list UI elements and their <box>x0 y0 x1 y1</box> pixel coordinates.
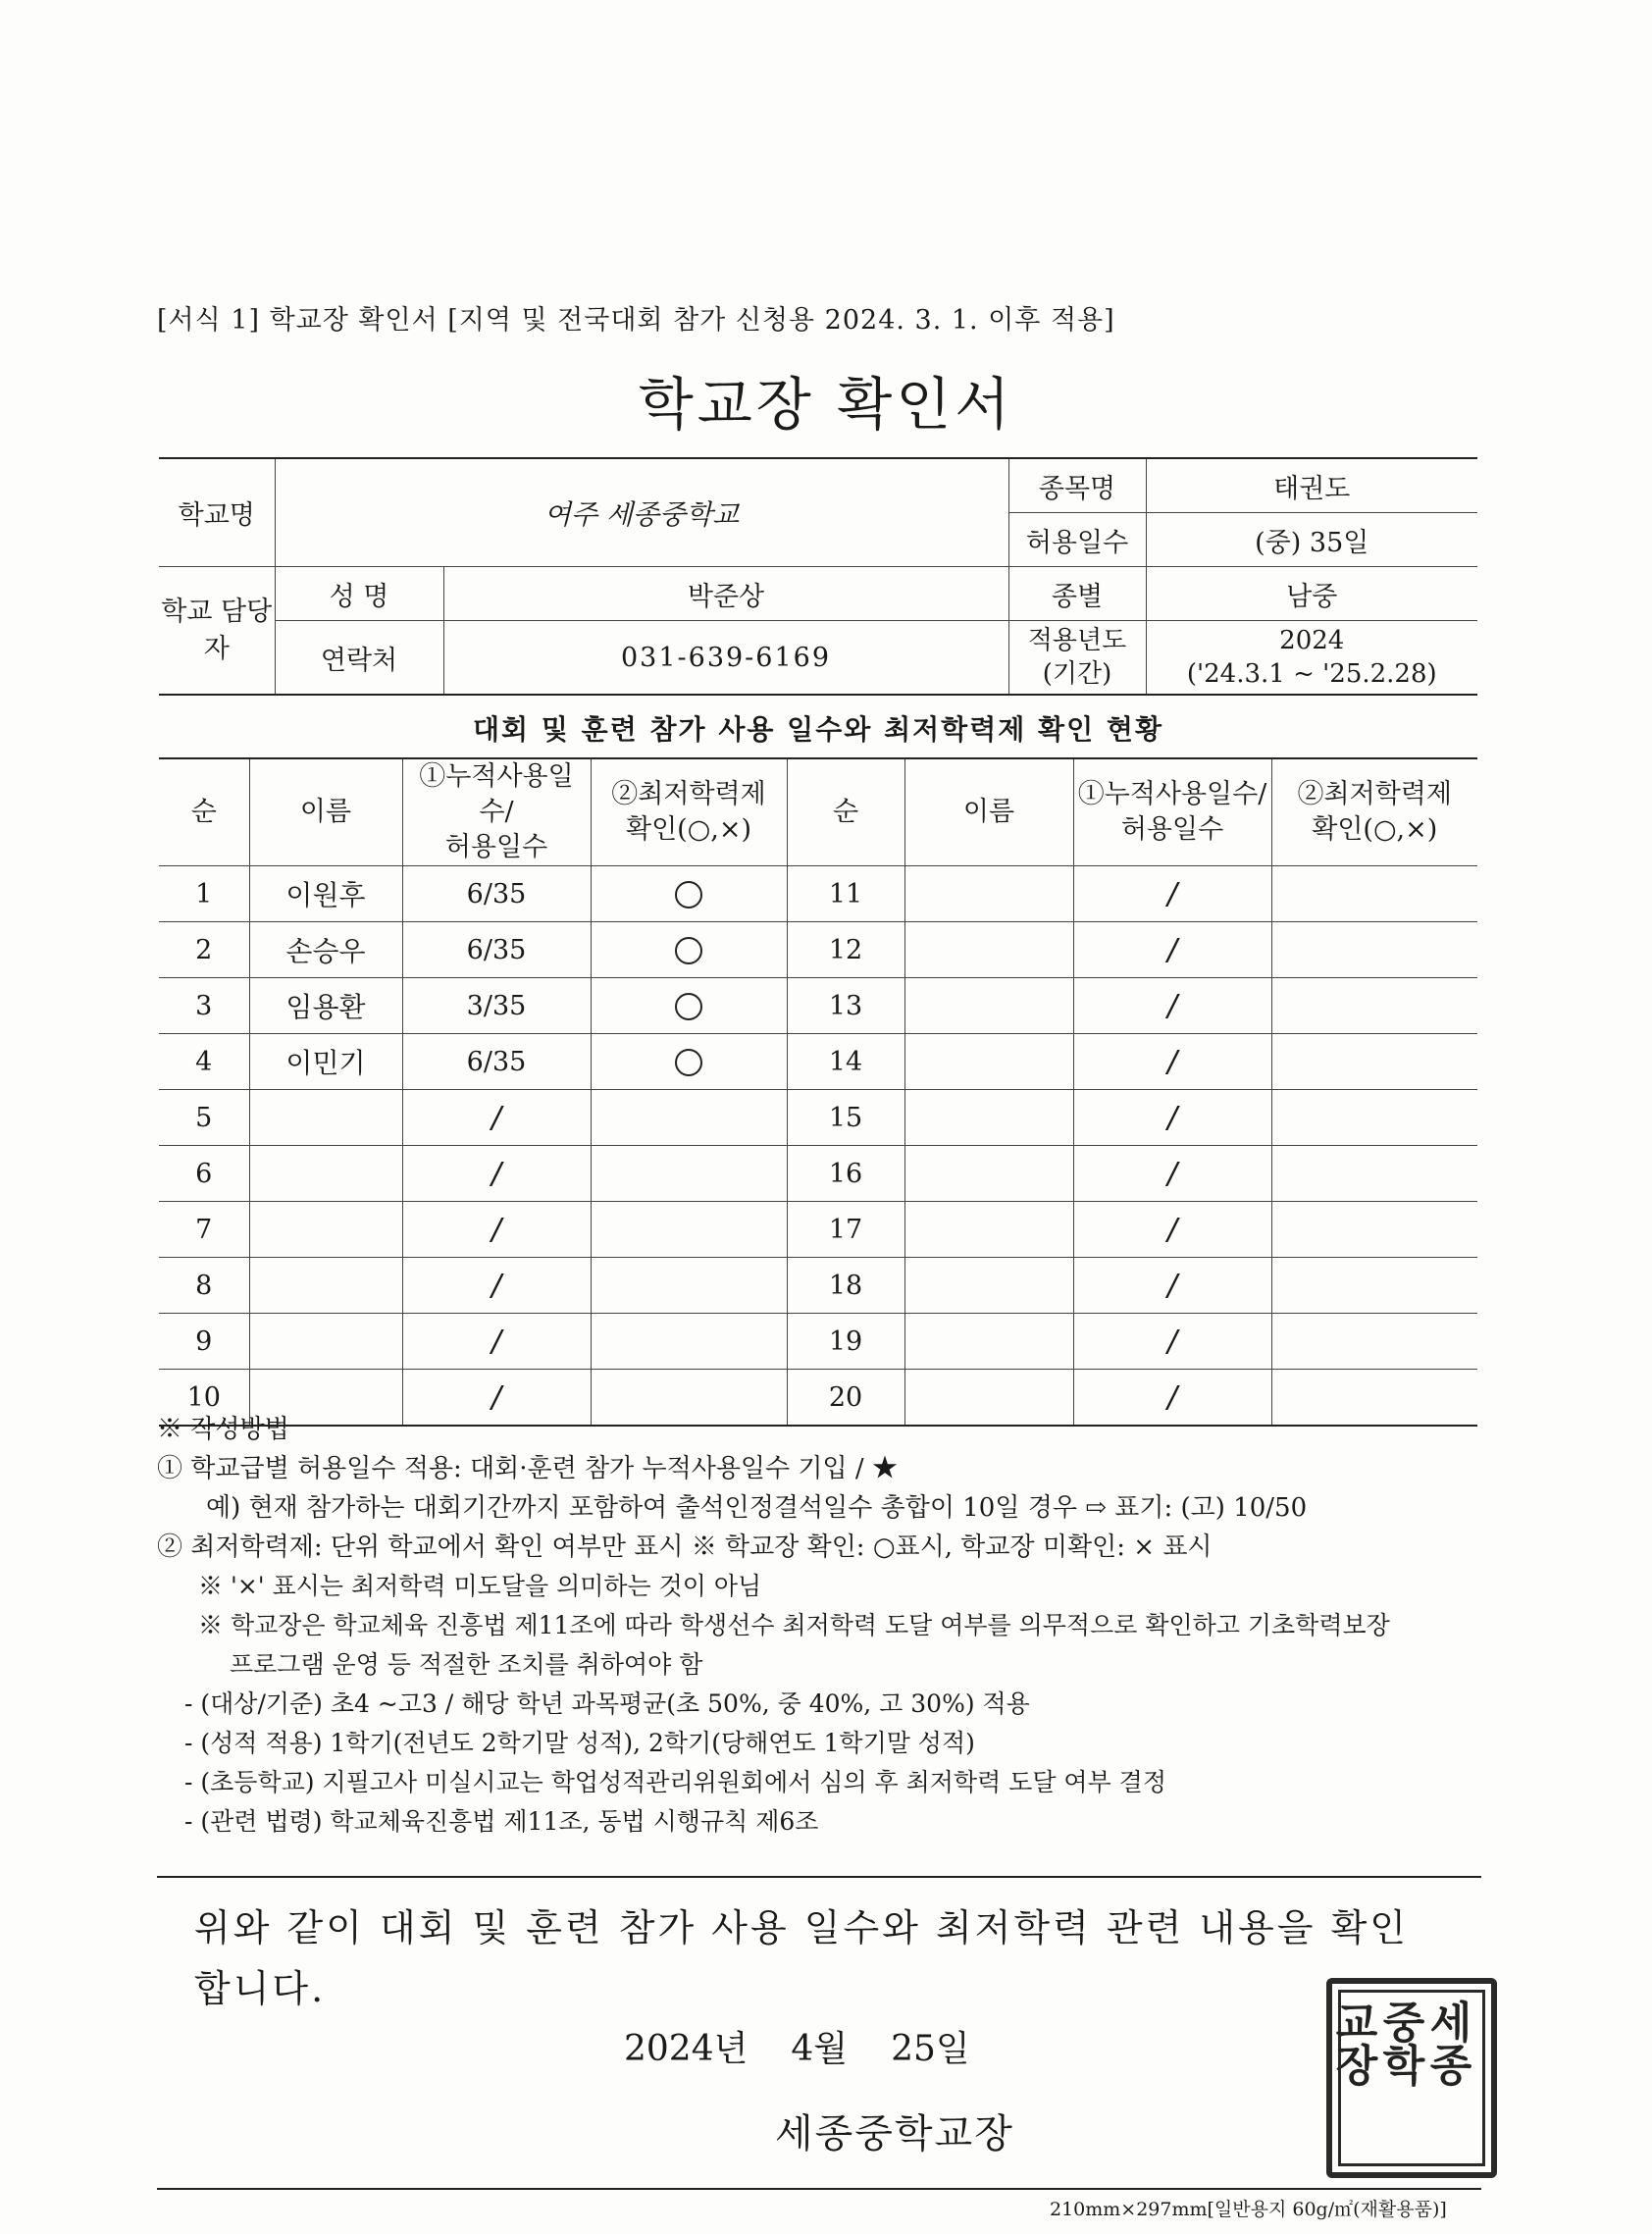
year-label: 적용년도 <box>1027 626 1127 655</box>
row-number: 20 <box>787 1370 904 1427</box>
used-days: / <box>1073 1146 1271 1202</box>
bottom-rule <box>157 2188 1481 2190</box>
header-days-2-line2: 허용일수 <box>1120 814 1224 845</box>
table-row <box>159 1034 1477 1090</box>
roster-table <box>159 759 1477 1427</box>
athlete-name <box>904 978 1073 1034</box>
note-1-example: 예) 현재 참가하는 대회기간까지 포함하여 출석인정결석일수 총합이 10일 경우 ⇨ 표기: (고) 10/50 <box>206 1493 1308 1523</box>
confirmed-circle-icon <box>675 937 702 964</box>
contact-value: 031-639-6169 <box>443 621 1008 696</box>
header-check-line1: ②최저학력제 <box>611 779 766 809</box>
row-number: 10 <box>159 1370 249 1427</box>
header-no: 순 <box>159 759 249 866</box>
confirmed-circle-icon <box>675 1049 702 1076</box>
used-days: / <box>1073 1370 1271 1427</box>
header-days-2-line1: ①누적사용일수/ <box>1077 779 1267 809</box>
confirmation-text-cont: 합니다. <box>194 1967 327 2010</box>
event-label: 종목명 <box>1008 458 1146 513</box>
row-number: 3 <box>159 978 249 1034</box>
allowed-days-label: 허용일수 <box>1008 513 1146 567</box>
used-days: / <box>1073 922 1271 978</box>
min-academic-check <box>1271 866 1477 922</box>
row-number: 1 <box>159 866 249 922</box>
used-days: / <box>1073 866 1271 922</box>
date-month: 4월 <box>791 2029 849 2069</box>
table-row <box>159 1202 1477 1258</box>
min-academic-check <box>591 1090 787 1146</box>
seal-glyph-1: 세종 <box>1421 2000 1471 2086</box>
used-days: / <box>1073 978 1271 1034</box>
official-seal <box>1326 1978 1497 2178</box>
min-academic-check <box>1271 978 1477 1034</box>
row-number: 13 <box>787 978 904 1034</box>
athlete-name <box>249 1202 402 1258</box>
min-academic-check <box>591 866 787 922</box>
table-row <box>159 866 1477 922</box>
used-days: / <box>402 1202 591 1258</box>
row-number: 11 <box>787 866 904 922</box>
header-check-2-line1: ②최저학력제 <box>1297 779 1452 809</box>
athlete-name <box>904 1034 1073 1090</box>
note-grades: - (성적 적용) 1학기(전년도 2학기말 성적), 2학기(당해연도 1학기말 성적) <box>184 1729 975 1757</box>
row-number: 8 <box>159 1258 249 1314</box>
row-number: 14 <box>787 1034 904 1090</box>
confirmed-circle-icon <box>675 881 702 909</box>
row-number: 19 <box>787 1314 904 1370</box>
athlete-name: 손승우 <box>249 922 402 978</box>
min-academic-check <box>591 922 787 978</box>
header-check-line2: 확인(○,×) <box>626 814 751 845</box>
principal-title: 세종중학교장 <box>775 2111 1014 2156</box>
gender-value: 남중 <box>1146 567 1477 621</box>
manager-label: 학교 담당자 <box>159 567 275 696</box>
used-days: / <box>1073 1090 1271 1146</box>
summary-title: 대회 및 훈련 참가 사용 일수와 최저학력제 확인 현황 <box>159 702 1477 759</box>
table-row <box>159 1258 1477 1314</box>
year-label-cell <box>1008 621 1146 696</box>
note-2: ② 최저학력제: 단위 학교에서 확인 여부만 표시 ※ 학교장 확인: ○표시, 학교장 미확인: × 표시 <box>157 1533 1213 1562</box>
table-row <box>159 978 1477 1034</box>
min-academic-check <box>591 1202 787 1258</box>
header-check <box>591 759 787 866</box>
athlete-name <box>904 1314 1073 1370</box>
header-name-2: 이름 <box>904 759 1073 866</box>
min-academic-check <box>591 978 787 1034</box>
notes-heading: ※ 작성방법 <box>157 1415 289 1444</box>
used-days: / <box>402 1258 591 1314</box>
header-days-2 <box>1073 759 1271 866</box>
seal-glyph-2: 중학 <box>1374 2000 1424 2086</box>
name-label: 성 명 <box>275 567 443 621</box>
row-number: 4 <box>159 1034 249 1090</box>
year-label-period: (기간) <box>1042 659 1112 689</box>
athlete-name <box>904 1090 1073 1146</box>
event-value: 태권도 <box>1146 458 1477 513</box>
gender-label: 종별 <box>1008 567 1146 621</box>
note-target: - (대상/기준) 초4 ~고3 / 해당 학년 과목평균(초 50%, 중 40%, 고 30%) 적용 <box>184 1689 1030 1718</box>
seal-glyph-3: 교장 <box>1327 2000 1377 2086</box>
min-academic-check <box>591 1258 787 1314</box>
used-days: 3/35 <box>402 978 591 1034</box>
document-title: 학교장 확인서 <box>638 371 1014 438</box>
athlete-name <box>249 1090 402 1146</box>
header-check-2-line2: 확인(○,×) <box>1312 814 1438 845</box>
used-days: / <box>1073 1034 1271 1090</box>
min-academic-check <box>1271 1090 1477 1146</box>
note-law: - (관련 법령) 학교체육진흥법 제11조, 동법 시행규칙 제6조 <box>184 1807 819 1836</box>
header-name: 이름 <box>249 759 402 866</box>
row-number: 15 <box>787 1090 904 1146</box>
row-number: 9 <box>159 1314 249 1370</box>
used-days: / <box>402 1370 591 1427</box>
note-1: ① 학교급별 허용일수 적용: 대회·훈련 참가 누적사용일수 기입 / ★ <box>157 1454 898 1483</box>
manager-name-value: 박준상 <box>443 567 1008 621</box>
row-number: 16 <box>787 1146 904 1202</box>
athlete-name <box>249 1146 402 1202</box>
min-academic-check <box>1271 1034 1477 1090</box>
table-row <box>159 1314 1477 1370</box>
roster-header-row <box>159 759 1477 866</box>
divider <box>157 1876 1481 1878</box>
athlete-name: 이민기 <box>249 1034 402 1090</box>
allowed-days-value: (중) 35일 <box>1146 513 1477 567</box>
min-academic-check <box>1271 1202 1477 1258</box>
note-elementary: - (초등학교) 지필고사 미실시교는 학업성적관리위원회에서 심의 후 최저학력 도달 여부 결정 <box>184 1768 1166 1796</box>
athlete-name <box>904 866 1073 922</box>
used-days: / <box>1073 1258 1271 1314</box>
form-label: [서식 1] 학교장 확인서 [지역 및 전국대회 참가 신청용 2024. 3. 1. 이후 적용] <box>157 305 1115 336</box>
issue-date <box>624 2021 1013 2071</box>
athlete-name: 이원후 <box>249 866 402 922</box>
used-days: 6/35 <box>402 1034 591 1090</box>
min-academic-check <box>1271 1258 1477 1314</box>
writing-instructions <box>157 1410 1511 1842</box>
athlete-name <box>904 1146 1073 1202</box>
min-academic-check <box>591 1314 787 1370</box>
athlete-name <box>904 1202 1073 1258</box>
table-row <box>159 922 1477 978</box>
used-days: / <box>402 1314 591 1370</box>
header-days <box>402 759 591 866</box>
athlete-name: 임용환 <box>249 978 402 1034</box>
row-number: 12 <box>787 922 904 978</box>
used-days: / <box>1073 1314 1271 1370</box>
period-value: ('24.3.1 ~ '25.2.28) <box>1186 659 1437 689</box>
used-days: 6/35 <box>402 866 591 922</box>
used-days: / <box>402 1090 591 1146</box>
note-2-b-cont: 프로그램 운영 등 적절한 조치를 취하여야 함 <box>230 1650 703 1679</box>
table-row <box>159 1146 1477 1202</box>
athlete-name <box>249 1258 402 1314</box>
note-2-b: ※ 학교장은 학교체육 진흥법 제11조에 따라 학생선수 최저학력 도달 여부를 의무적으로 확인하고 기초학력보장 <box>198 1611 1390 1639</box>
info-table <box>159 457 1477 696</box>
contact-label: 연락처 <box>275 621 443 696</box>
note-2-a: ※ '×' 표시는 최저학력 미도달을 의미하는 것이 아님 <box>198 1572 762 1600</box>
school-value: 여주 세종중학교 <box>275 458 1008 567</box>
header-days-line2: 허용일수 <box>444 832 548 862</box>
min-academic-check <box>591 1146 787 1202</box>
athlete-name <box>904 922 1073 978</box>
min-academic-check <box>1271 922 1477 978</box>
min-academic-check <box>591 1034 787 1090</box>
used-days: / <box>402 1146 591 1202</box>
row-number: 17 <box>787 1202 904 1258</box>
header-days-line1: ①누적사용일수/ <box>419 761 574 827</box>
row-number: 5 <box>159 1090 249 1146</box>
paper-spec: 210mm×297mm[일반용지 60g/㎡(재활용품)] <box>1050 2199 1447 2220</box>
athlete-name <box>904 1258 1073 1314</box>
row-number: 18 <box>787 1258 904 1314</box>
min-academic-check <box>1271 1146 1477 1202</box>
used-days: / <box>1073 1202 1271 1258</box>
min-academic-check <box>1271 1314 1477 1370</box>
header-no-2: 순 <box>787 759 904 866</box>
header-check-2 <box>1271 759 1477 866</box>
used-days: 6/35 <box>402 922 591 978</box>
row-number: 6 <box>159 1146 249 1202</box>
confirmed-circle-icon <box>675 993 702 1020</box>
confirmation-text: 위와 같이 대회 및 훈련 참가 사용 일수와 최저학력 관련 내용을 확인 <box>194 1906 1409 1949</box>
date-year: 2024년 <box>624 2029 749 2069</box>
row-number: 2 <box>159 922 249 978</box>
year-value-cell <box>1146 621 1477 696</box>
year-value: 2024 <box>1279 626 1345 655</box>
table-row <box>159 1090 1477 1146</box>
row-number: 7 <box>159 1202 249 1258</box>
school-label: 학교명 <box>159 458 275 567</box>
athlete-name <box>249 1314 402 1370</box>
date-day: 25일 <box>891 2029 970 2069</box>
